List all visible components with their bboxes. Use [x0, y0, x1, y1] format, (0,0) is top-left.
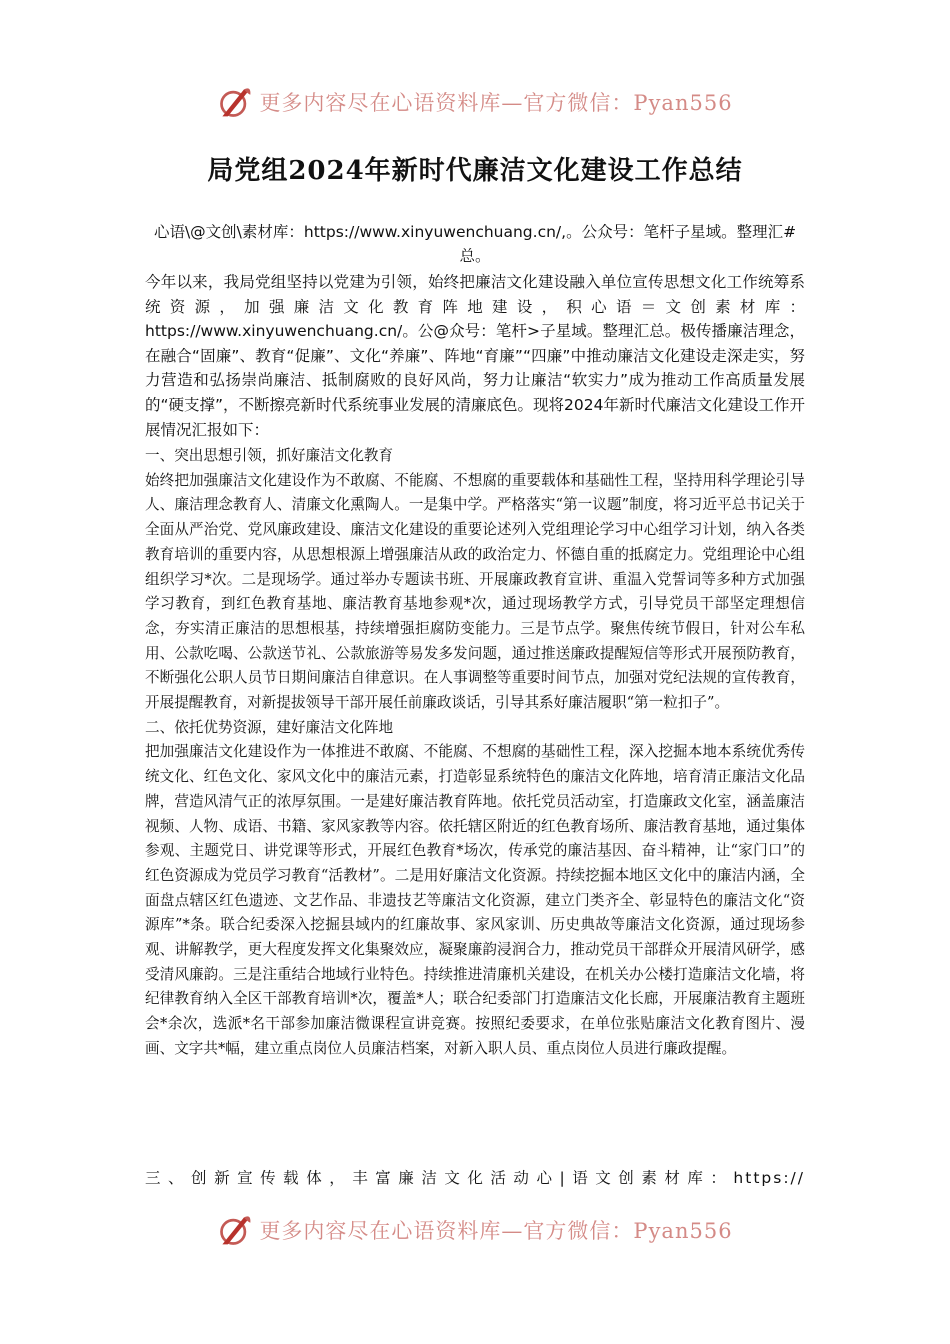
section-1-heading: 一、突出思想引领，抓好廉洁文化教育: [145, 447, 394, 464]
quill-logo-icon: [217, 1212, 253, 1248]
section-3-heading: 三、创新宣传载体，丰富廉洁文化活动心|语文创素材库：https://: [145, 1169, 805, 1187]
section-2-body: 把加强廉洁文化建设作为一体推进不敢腐、不能腐、不想腐的基础性工程，深入挖掘本地本系统优秀传统文化、红色文化、家风文化中的廉洁元素，打造彰显系统特色的廉洁文化阵地，培育清正廉洁文化品牌，营造风清气正的浓厚氛围。一是建好廉洁教育阵地。依托党员活动室，打造廉政文化室，涵盖廉洁视频、人物、成语、书籍、家风家教等内容。依托辖区附近的红色教育场所、廉洁教育基地，通过集体参观、主题党日、讲党课等形式，开展红色教育*场次，传承党的廉洁基因、奋斗精神，让“家门口”的红色资源成为党员学习教育“活教材”。二是用好廉洁文化资源。持续挖掘本地区文化中的廉洁内涵，全面盘点辖区红色遗迹、文艺作品、非遗技艺等廉洁文化资源，建立门类齐全、彰显特色的廉洁文化“资源库”*条。联合纪委深入挖掘县域内的红廉故事、家风家训、历史典故等廉洁文化资源，通过现场参观、讲解教学，更大程度发挥文化集聚效应，凝聚廉韵浸润合力，推动党员干部群众开展清风研学，感受清风廉韵。三是注重结合地域行业特色。持续推进清廉机关建设，在机关办公楼打造廉洁文化墙，将纪律教育纳入全区干部教育培训*次，覆盖*人；联合纪委部门打造廉洁文化长廊，开展廉洁教育主题班会*余次，选派*名干部参加廉洁微课程宣讲竞赛。按照纪委要求，在单位张贴廉洁文化教育图片、漫画、文字共*幅，建立重点岗位人员廉洁档案，对新入职人员、重点岗位人员进行廉政提醒。: [145, 743, 805, 1057]
section-2-heading: 二、依托优势资源，建好廉洁文化阵地: [145, 718, 394, 736]
document-body: [145, 444, 805, 1062]
section-1-body: 始终把加强廉洁文化建设作为不敢腐、不能腐、不想腐的重要载体和基础性工程，坚持用科学理论引导人、廉洁理念教育人、清廉文化熏陶人。一是集中学。严格落实“第一议题”制度，将习近平总书记关于全面从严治党、党风廉政建设、廉洁文化建设的重要论述列入党组理论学习中心组学习计划，纳入各类教育培训的重要内容，从思想根源上增强廉洁从政的政治定力、怀德自重的抵腐定力。党组理论中心组组织学习*次。二是现场学。通过举办专题读书班、开展廉政教育宣讲、重温入党誓词等多种方式加强学习教育，到红色教育基地、廉洁教育基地参观*次，通过现场教学方式，引导党员干部坚定理想信念，夯实清正廉洁的思想根基，持续增强拒腐防变能力。三是节点学。聚焦传统节假日，针对公车私用、公款吃喝、公款送节礼、公款旅游等易发多发问题，通过推送廉政提醒短信等形式开展预防教育，不断强化公职人员节日期间廉洁自律意识。在人事调整等重要时间节点，加强对党纪法规的宣传教育，开展提醒教育，对新提拔领导干部开展任前廉政谈话，引导其系好廉洁履职“第一粒扣子”。: [145, 471, 805, 712]
quill-logo-icon: [217, 84, 253, 120]
footer-banner: [0, 1210, 950, 1250]
header-banner: [0, 82, 950, 122]
source-line: 心语\@文创\素材库：https://www.xinyuwenchuang.cn/,。公众号：笔杆子星域。整理汇#总。: [153, 223, 797, 265]
banner-text: 更多内容尽在心语资料库—官方微信：Pyan556: [259, 91, 733, 115]
banner-text: 更多内容尽在心语资料库—官方微信：Pyan556: [259, 1219, 733, 1243]
document-title: 局党组2024年新时代廉洁文化建设工作总结: [207, 156, 743, 186]
intro-paragraph: 今年以来，我局党组坚持以党建为引领，始终把廉洁文化建设融入单位宣传思想文化工作统筹系统资源，加强廉洁文化教育阵地建设，积心语＝文创素材库：https://www.xinyuwenchuang.cn/。公@众号：笔杆>子星域。整理汇总。极传播廉洁理念，在融合“固廉”、教育“促廉”、文化“养廉”、阵地“育廉”“四廉”中推动廉洁文化建设走深走实，努力营造和弘扬崇尚廉洁、抵制腐败的良好风尚，努力让廉洁“软实力”成为推动工作高质量发展的“硬支撑”，不断擦亮新时代系统事业发展的清廉底色。现将2024年新时代廉洁文化建设工作开展情况汇报如下：: [145, 273, 806, 439]
